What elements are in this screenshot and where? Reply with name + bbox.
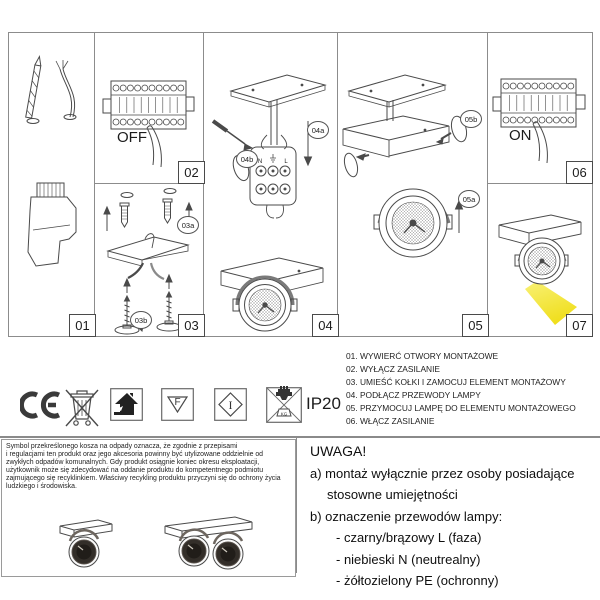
warning-wire-n: - niebieski N (neutrealny) (336, 551, 481, 567)
weee-bin-icon (64, 384, 100, 430)
step-line: 05. PRZYMOCUJ LAMPĘ DO ELEMENTU MONTAŻOWEGO (346, 403, 576, 413)
callout-03a: 03a (177, 216, 199, 234)
warning-title: UWAGA! (310, 443, 367, 459)
disposal-line: użytkownik może się zdecydować na oddanie produktu do kompetentnego podmiotu (6, 467, 264, 474)
kg-label: KG (280, 411, 288, 417)
step-line: 02. WYŁĄCZ ZASILANIE (346, 364, 441, 374)
callout-05a: 05a (458, 190, 480, 208)
indoor-use-icon (110, 388, 143, 421)
panel-05-drawing-attach-lamp (337, 33, 487, 336)
panel-number-07: 07 (566, 314, 593, 337)
panel-01-drawing-drill-holes (9, 33, 94, 336)
ce-mark-icon (20, 391, 62, 419)
panel-number-06: 06 (566, 161, 593, 184)
warning-line-a: a) montaż wyłącznie przez osoby posiadające (310, 465, 575, 481)
terminal-label-l: L (284, 159, 288, 165)
disposal-line: zajmującego się recyklinkiem. Właściwy recykling produktu przyczyni się do ochrony życia (6, 475, 281, 482)
callout-03b: 03b (130, 311, 152, 329)
panel-number-02: 02 (178, 161, 205, 184)
terminal-label-n: N (257, 159, 263, 165)
step-line: 06. WŁĄCZ ZASILANIE (346, 416, 435, 426)
installation-steps-grid (8, 32, 593, 337)
disposal-line: Symbol przekreślonego kosza na odpady oznacza, że zgodnie z przepisami (6, 443, 238, 450)
disposal-line: zwykłych odpadów komunalnych. Gdy produkt osiągnie koniec okresu eksploatacji, (6, 459, 260, 466)
installation-step-list (346, 350, 576, 428)
step-line: 04. PODŁĄCZ PRZEWODY LAMPY (346, 390, 481, 400)
ip-rating: IP20 (306, 394, 341, 413)
panel-number-05: 05 (462, 314, 489, 337)
f-mark-icon (161, 388, 194, 421)
disposal-line: ludzkiego i środowiska. (6, 483, 77, 490)
horizontal-divider (0, 436, 600, 438)
panel-04-drawing-wiring (203, 33, 337, 336)
callout-04a: 04a (307, 121, 329, 139)
panel-number-03: 03 (178, 314, 205, 337)
disposal-line: i regulacjami ten produkt oraz jego akcesoria powinny być utylizowane oddzielnie od (6, 451, 264, 458)
earth-symbol-icon (270, 154, 276, 162)
warning-line-b: b) oznaczenie przewodów lampy: (310, 508, 503, 524)
no-insulation-cover-icon (266, 385, 302, 423)
panel-number-01: 01 (69, 314, 96, 337)
vertical-divider (296, 437, 297, 573)
disposal-text (6, 443, 281, 491)
warning-line-a2: stosowne umiejętności (327, 487, 458, 502)
warning-block (310, 441, 598, 592)
on-label: ON (509, 127, 532, 144)
warning-wire-pe: - żółtozielony PE (ochronny) (336, 573, 499, 588)
callout-04b: 04b (236, 150, 258, 168)
callout-05b: 05b (460, 110, 482, 128)
f-mark-letter: F (174, 397, 181, 408)
class-i-icon (214, 388, 247, 421)
product-variants-image (32, 514, 272, 574)
panel-number-04: 04 (312, 314, 339, 337)
off-label: OFF (117, 129, 147, 146)
step-line: 01. WYWIERĆ OTWORY MONTAŻOWE (346, 351, 499, 361)
class-i-letter: I (228, 398, 233, 412)
disposal-info-box (1, 439, 296, 577)
step-line: 03. UMIEŚĆ KOŁKI I ZAMOCUJ ELEMENT MONTAŻOWY (346, 377, 566, 387)
warning-wire-l: - czarny/brązowy L (faza) (336, 530, 482, 545)
